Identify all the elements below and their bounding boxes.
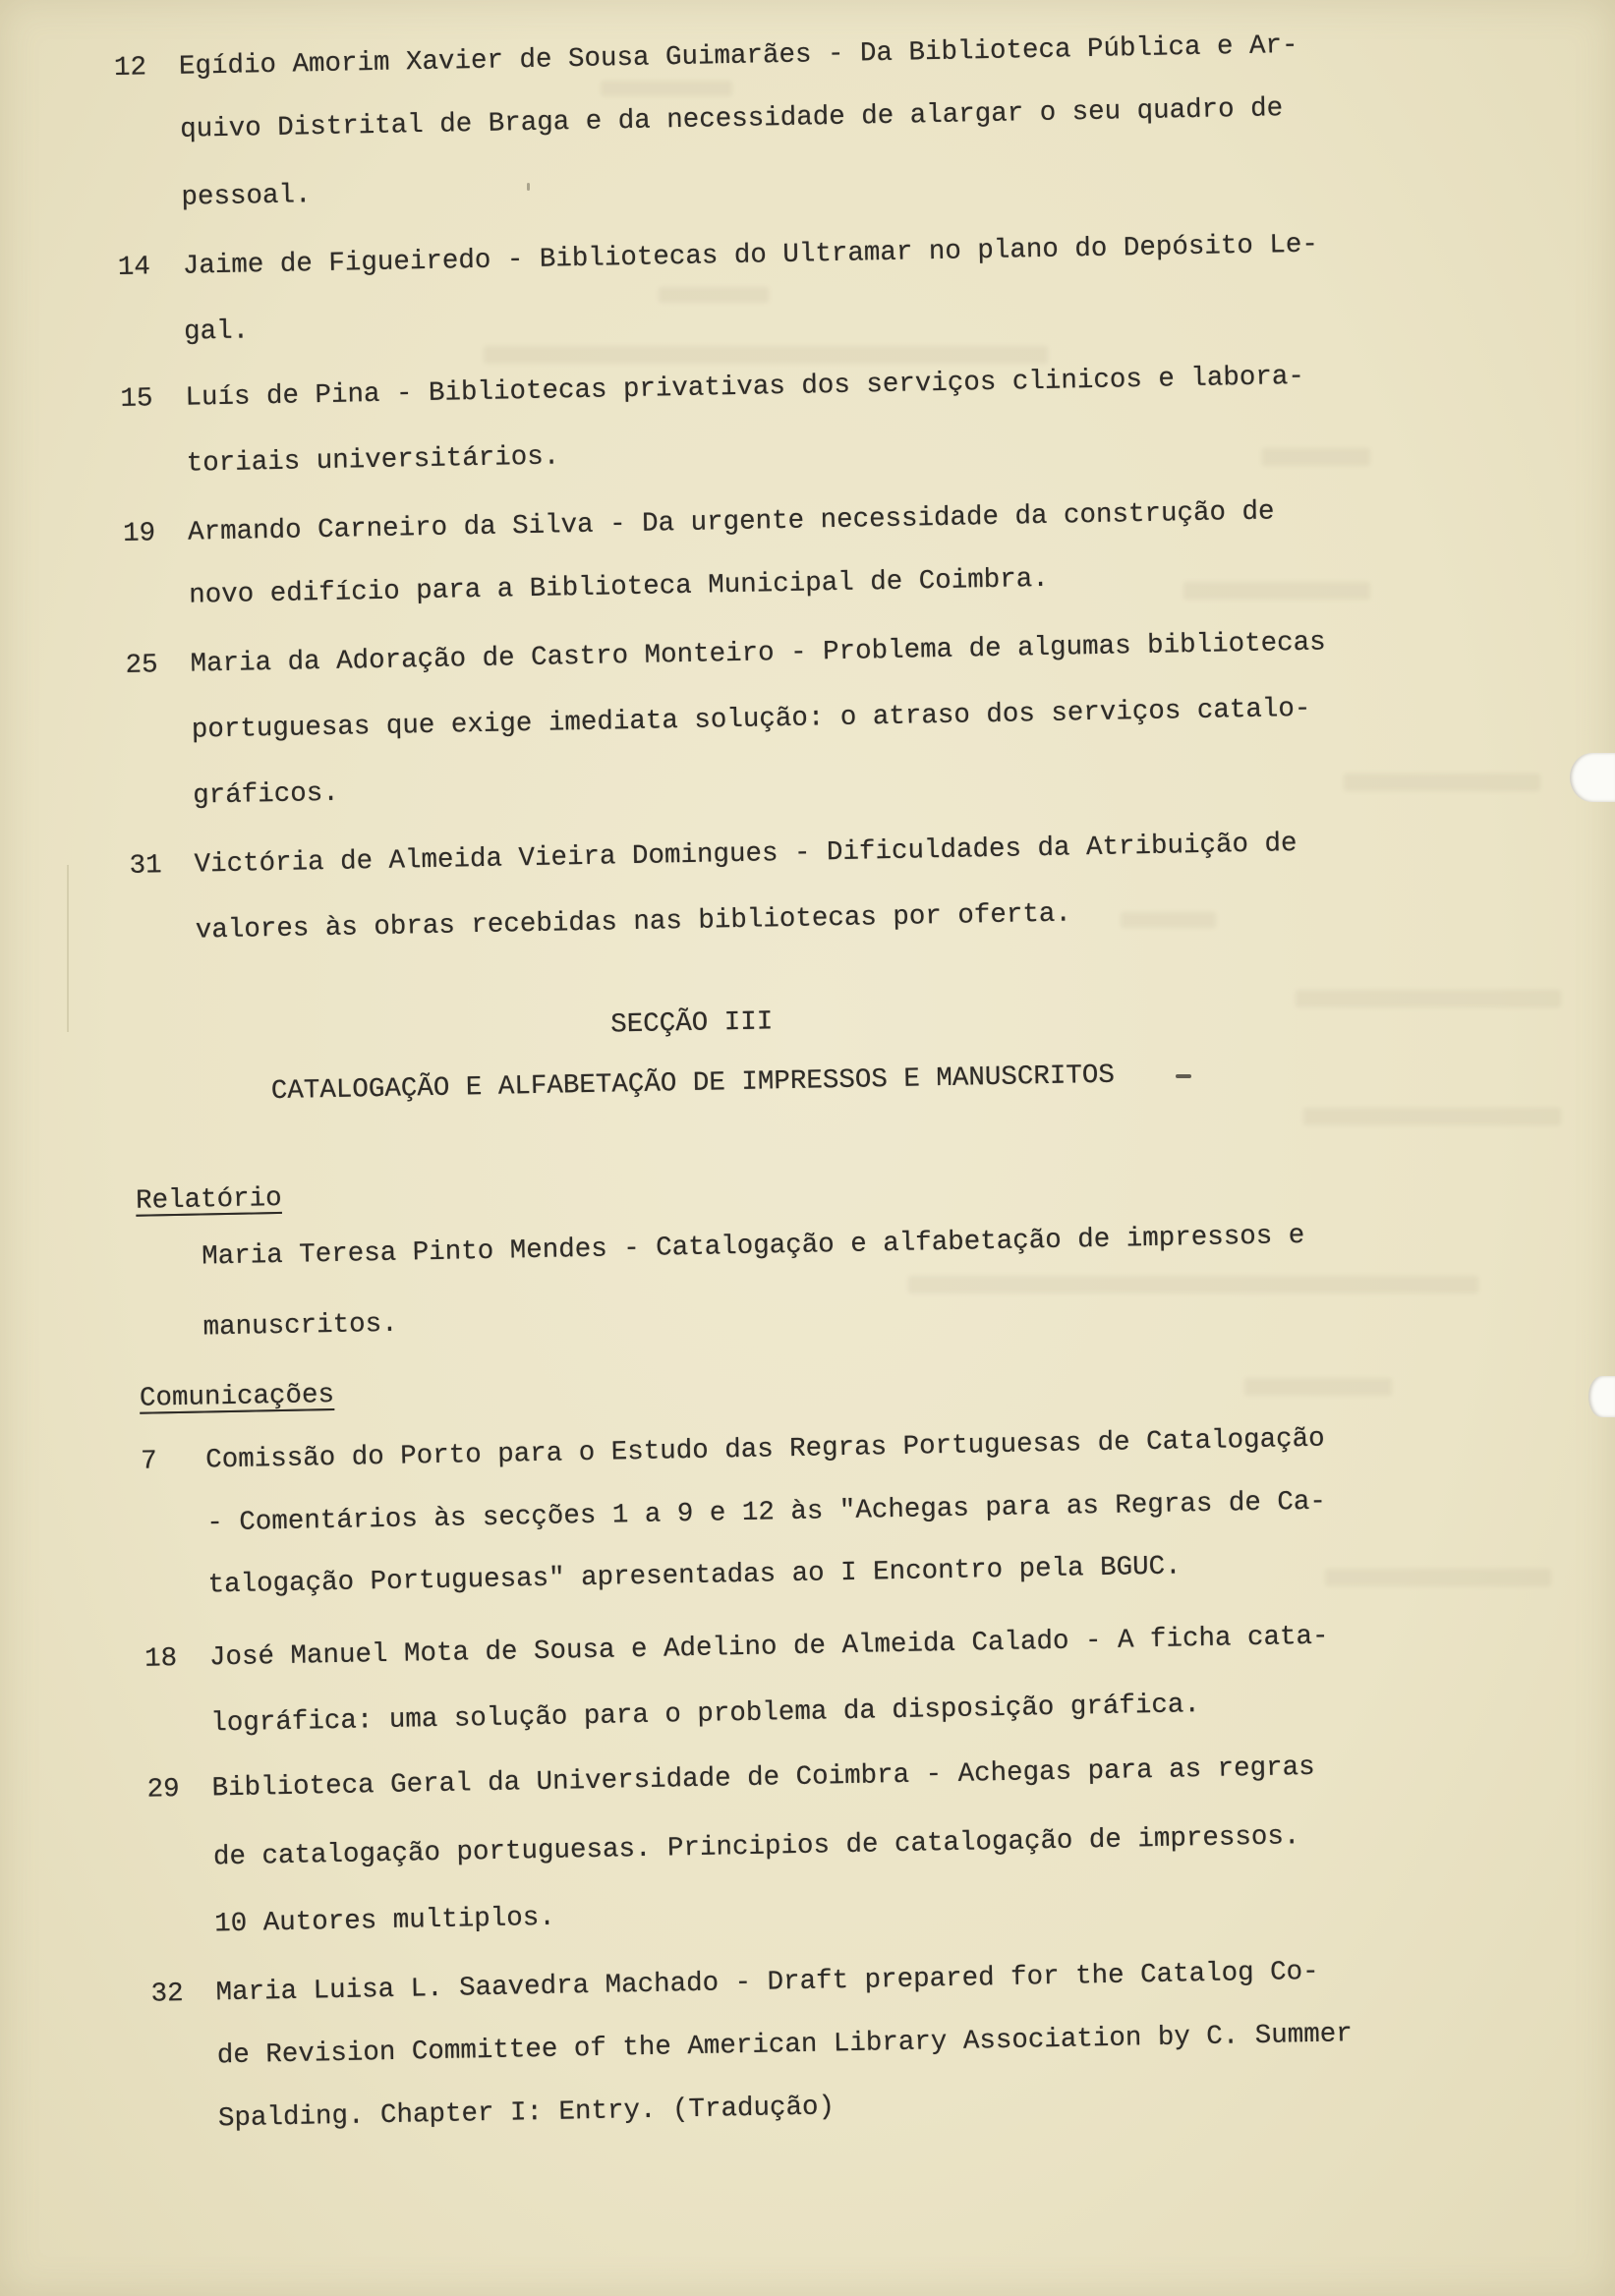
entry-line: talogação Portuguesas" apresentadas ao I Encontro pela BGUC. — [207, 1551, 1182, 1601]
punch-hole — [1570, 753, 1615, 802]
entry-number: 19 — [122, 518, 156, 549]
entry-line: Luís de Pina - Bibliotecas privativas dos serviços clinicos e labora- — [185, 361, 1305, 414]
entry-line: gal. — [183, 316, 250, 348]
entry-line: Comissão do Porto para o Estudo das Regras Portuguesas de Catalogação — [204, 1423, 1325, 1476]
entry-number: 31 — [129, 850, 162, 882]
entry-number: 12 — [113, 52, 147, 84]
entry-line: Maria da Adoração de Castro Monteiro - Problema de algumas bibliotecas — [190, 627, 1326, 680]
entry-number: 32 — [150, 1979, 184, 2010]
entry-line: Jaime de Figueiredo - Bibliotecas do Ultramar no plano do Depósito Le- — [182, 229, 1319, 282]
entry-line: lográfica: uma solução para o problema da disposição gráfica. — [210, 1690, 1201, 1740]
entry-line: Victória de Almeida Vieira Domingues - Dificuldades da Atribuição de — [194, 829, 1298, 881]
entry-line: gráficos. — [192, 777, 340, 812]
entry-number: 14 — [117, 252, 151, 283]
prior-communications-list — [0, 15, 1395, 947]
report-label: Relatório — [135, 1182, 282, 1217]
entry-line: Biblioteca Geral da Universidade de Coimbra - Achegas para as regras — [211, 1751, 1315, 1805]
entry-line: 10 Autores multiplos. — [213, 1902, 556, 1940]
communication-entry — [0, 15, 1395, 213]
entry-line: - Comentários às secções 1 a 9 e 12 às "Achegas para as Regras de Ca- — [206, 1486, 1327, 1539]
typewritten-text-block — [0, 15, 1436, 2184]
entry-line: Armando Carneiro da Silva - Da urgente necessidade da construção de — [187, 496, 1275, 548]
entry-number: 25 — [125, 650, 158, 681]
entry-line: de catalogação portuguesas. Principios de catalogação de impressos. — [212, 1821, 1300, 1873]
entry-line: Egídio Amorim Xavier de Sousa Guimarães - Da Biblioteca Pública e Ar- — [178, 29, 1298, 83]
entry-line: José Manuel Mota de Sousa e Adelino de Almeida Calado - A ficha cata- — [208, 1621, 1329, 1674]
entry-line: Maria Luisa L. Saavedra Machado - Draft prepared for the Catalog Co- — [215, 1956, 1319, 2009]
report-line: manuscritos. — [202, 1308, 398, 1344]
entry-line: portuguesas que exige imediata solução: o atraso dos serviços catalo- — [191, 693, 1311, 746]
entry-line: pessoal. — [181, 180, 312, 213]
entry-line: novo edifício para a Biblioteca Municipal de Coimbra. — [189, 563, 1050, 611]
entry-number: 18 — [144, 1643, 178, 1675]
section-heading: SECÇÃO III — [609, 1006, 774, 1041]
section-title: CATALOGAÇÃO E ALFABETAÇÃO DE IMPRESSOS E MANUSCRITOS — [270, 1060, 1116, 1108]
entry-line: de Revision Committee of the American Library Association by C. Summer — [216, 2019, 1354, 2072]
entry-number: 29 — [146, 1774, 180, 1806]
report-line: Maria Teresa Pinto Mendes - Catalogação e alfabetação de impressos e — [201, 1220, 1305, 1273]
entry-number: 7 — [140, 1446, 158, 1477]
communications-label: Comunicações — [139, 1379, 335, 1414]
punch-hole — [1588, 1376, 1615, 1417]
entry-number: 15 — [120, 383, 153, 415]
entry-line: quivo Distrital de Braga e da necessidade de alargar o seu quadro de — [179, 93, 1284, 145]
entry-line: valores às obras recebidas nas bibliotecas por oferta. — [195, 898, 1072, 947]
entry-line: toriais universitários. — [186, 441, 560, 480]
entry-line: Spalding. Chapter I: Entry. (Tradução) — [217, 2092, 836, 2135]
